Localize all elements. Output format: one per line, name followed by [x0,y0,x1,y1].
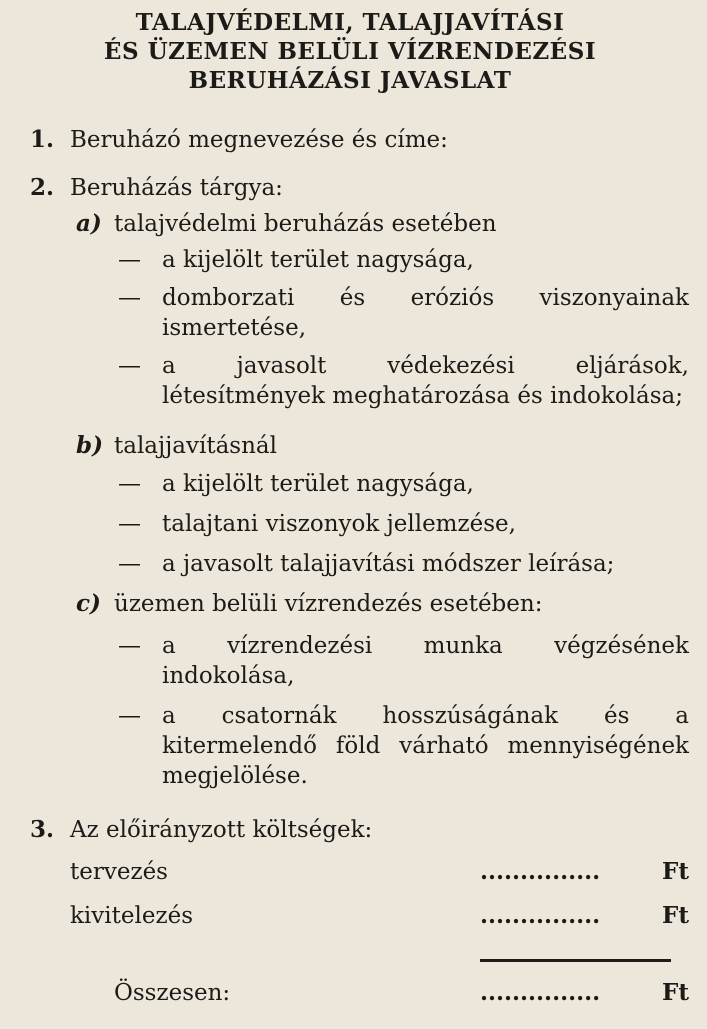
section-2-text: Beruházás tárgya: [70,175,283,201]
list-item-text: domborzati és eróziós viszonyainak ismertetése, [162,285,689,341]
dash-mark: — [118,353,141,379]
section-2 [30,173,689,203]
list-item-text: a csatornák hosszúságának és a kitermelendő föld várható mennyiségének megjelölése. [162,703,689,789]
dash-mark: — [118,471,141,497]
list-item-text: talajtani viszonyok jellemzése, [162,511,516,537]
dash-mark: — [118,511,141,537]
title-line-2: ÉS ÜZEMEN BELÜLI VÍZRENDEZÉSI [103,38,597,65]
total-label: Összesen: [114,980,231,1006]
cost-label: kivitelezés [70,903,193,929]
cost-row-planning [70,857,689,901]
list-item [118,351,689,411]
section-1-number: 1. [30,126,55,153]
list-item [118,283,689,343]
list-item-text: a kijelölt terület nagysága, [162,247,474,273]
subsection-b-letter: b) [76,432,103,459]
cost-row-execution [70,901,689,945]
list-item [118,631,689,691]
list-item-text: a javasolt talajjavítási módszer leírása; [162,551,615,577]
dash-mark: — [118,551,141,577]
list-item-text: a javasolt védekezési eljárások, létesítmények meghatározása és indokolása; [162,353,689,409]
section-1-text: Beruházó megnevezése és címe: [70,127,448,153]
cost-unit: Ft [662,979,689,1006]
cost-dots: ............... [480,979,601,1006]
list-item-text: a vízrendezési munka végzésének indokolása, [162,633,689,689]
subsection-c [76,589,689,619]
list-item [118,549,689,579]
cost-label: tervezés [70,859,168,885]
subsection-a-text: talajvédelmi beruházás esetében [114,211,497,237]
list-item [118,509,689,539]
section-3-number: 3. [30,816,55,843]
title-line-3: BERUHÁZÁSI JAVASLAT [188,67,512,94]
document-title [100,8,600,95]
subsection-a-letter: a) [76,210,102,237]
list-item-text: a kijelölt terület nagysága, [162,471,474,497]
cost-dots: ............... [480,902,601,929]
subsection-b-text: talajjavításnál [114,433,277,459]
cost-row-total [114,978,689,1022]
dash-mark: — [118,703,141,729]
section-1 [30,125,689,155]
title-line-1: TALAJVÉDELMI, TALAJJAVÍTÁSI [135,9,565,36]
dash-mark: — [118,285,141,311]
subsection-c-text: üzemen belüli vízrendezés esetében: [114,591,543,617]
dash-mark: — [118,633,141,659]
sum-divider [480,945,671,962]
section-2-number: 2. [30,174,55,201]
list-item [118,701,689,791]
cost-unit: Ft [662,858,689,885]
dash-mark: — [118,247,141,273]
cost-dots: ............... [480,858,601,885]
cost-unit: Ft [662,902,689,929]
subsection-a [76,209,689,239]
section-3 [30,815,689,845]
list-item [118,469,689,499]
subsection-b [76,431,689,461]
section-3-text: Az előirányzott költségek: [70,817,373,843]
subsection-c-letter: c) [76,590,101,617]
list-item [118,245,689,275]
